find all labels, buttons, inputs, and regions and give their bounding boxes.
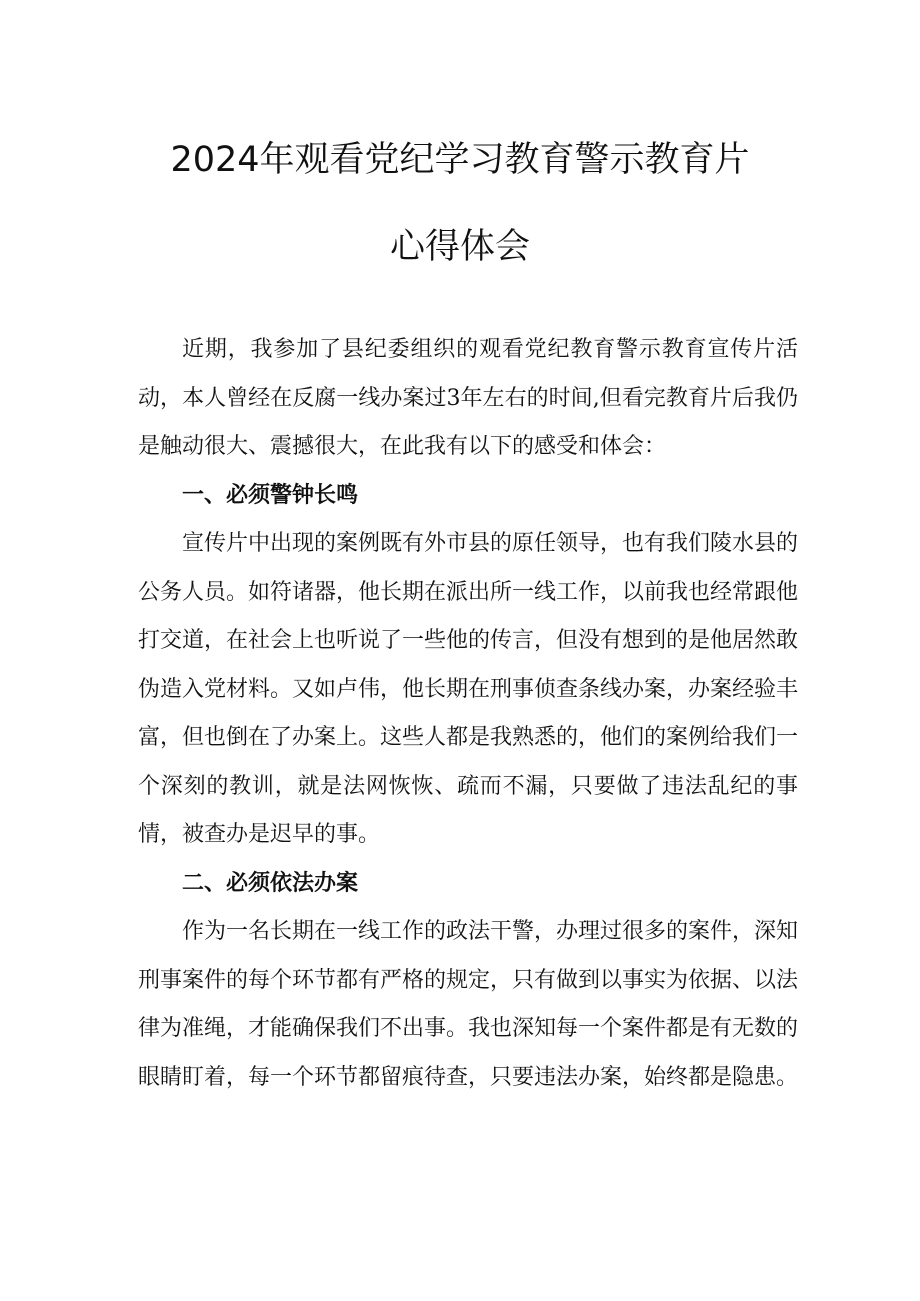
paragraph-intro: 近期，我参加了县纪委组织的观看党纪教育警示教育宣传片活动，本人曾经在反腐一线办案过3年左右的时间,但看完教育片后我仍是触动很大、震撼很大，在此我有以下的感受和体会： [138,337,798,459]
document-title-line-2: 心得体会 [389,227,530,267]
document-body [138,326,798,1102]
paragraph-section-2: 作为一名长期在一线工作的政法干警，办理过很多的案件，深知刑事案件的每个环节都有严格的规定，只有做到以事实为依据、以法律为准绳，才能确保我们不出事。我也深知每一个案件都是有无数的眼睛盯着，每一个环节都留痕待查，只要违法办案，始终都是隐患。 [138,919,799,1090]
section-heading-2: 二、必须依法办案 [182,870,359,896]
section-heading-1: 一、必须警钟长鸣 [182,482,359,508]
paragraph-section-1: 宣传片中出现的案例既有外市县的原任领导，也有我们陵水县的公务人员。如符诸器，他长期在派出所一线工作，以前我也经常跟他打交道，在社会上也听说了一些他的传言，但没有想到的是他居然敢伪造入党材料。又如卢伟，他长期在刑事侦查条线办案，办案经验丰富，但也倒在了办案上。这些人都是我熟悉的，他们的案例给我们一个深刻的教训，就是法网恢恢、疏而不漏，只要做了违法乱纪的事情，被查办是迟早的事。 [138,531,799,847]
document-title-line-1: 2024年观看党纪学习教育警示教育片 [170,140,750,180]
